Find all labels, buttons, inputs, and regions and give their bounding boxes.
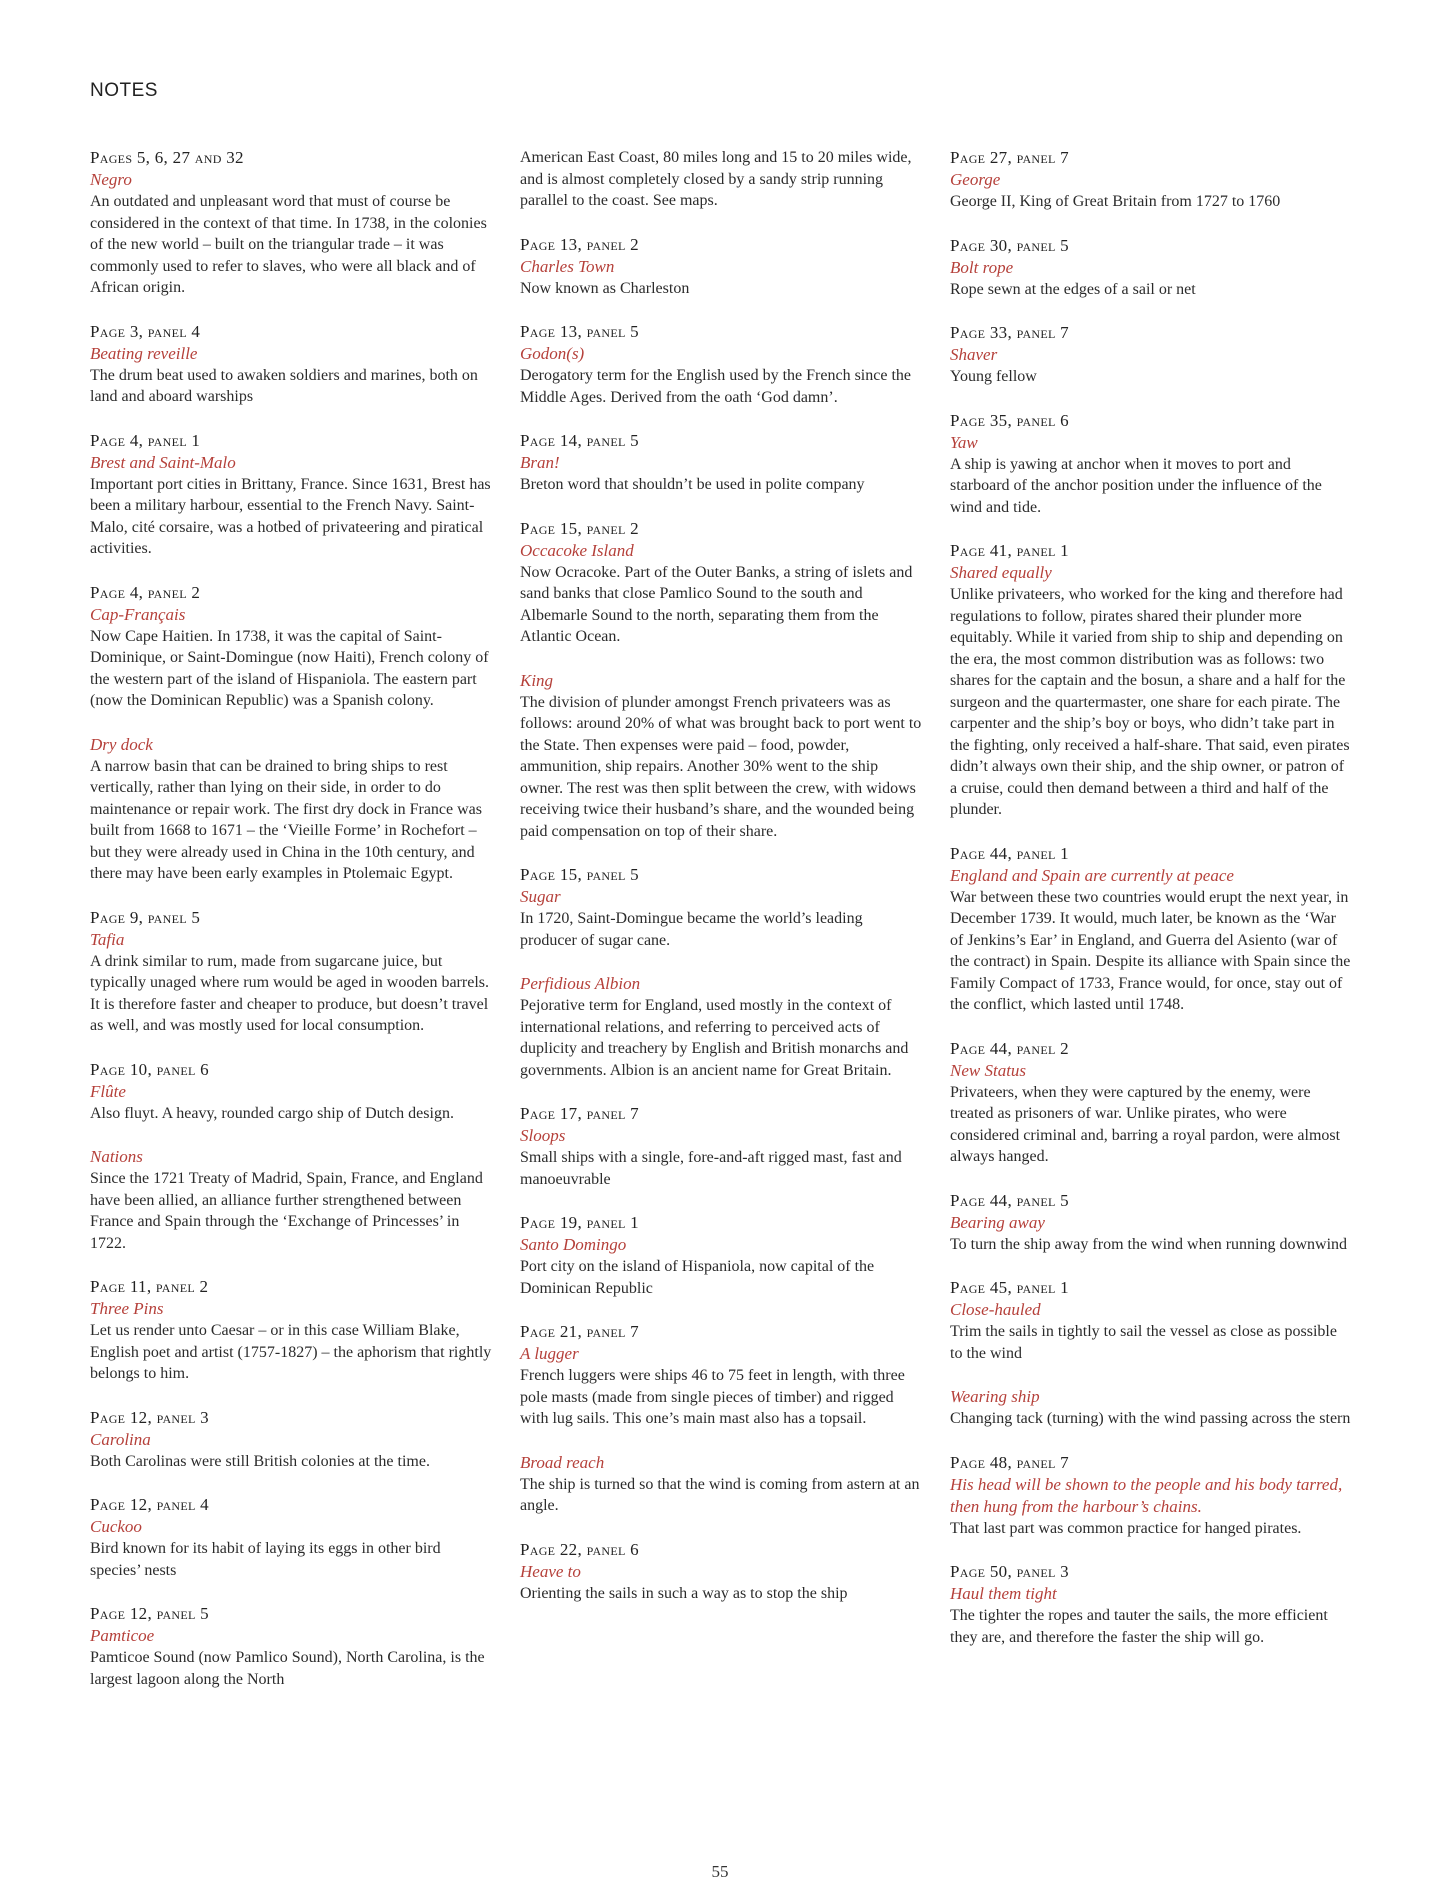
note-reference: Page 15, panel 2 — [520, 518, 639, 538]
note-entry — [90, 1059, 492, 1125]
note-description: War between these two countries would erupt the next year, in December 1739. It would, much later, be known as the ‘War of Jenkins’s Ear’ in England, and Guerra del Asiento (war of the contract) in Spain. Despite its alliance with Spain since the Family Compact of 1733, France would, for once, stay out of the conflict, which lasted until 1748. — [950, 888, 1351, 1013]
note-description: Privateers, when they were captured by the enemy, were treated as prisoners of war. Unlike pirates, who were considered criminal and, barring a royal pardon, were almost always hanged. — [950, 1083, 1341, 1165]
note-reference: Page 12, panel 4 — [90, 1495, 209, 1514]
note-term: Beating reveille — [90, 343, 198, 363]
note-term: Charles Town — [520, 256, 615, 276]
note-term: Godon(s) — [520, 344, 585, 363]
note-reference: Page 4, panel 2 — [90, 582, 201, 602]
note-reference: Page 15, panel 5 — [520, 865, 639, 884]
note-reference: Page 13, panel 5 — [520, 322, 639, 341]
note-entry — [520, 1212, 922, 1299]
note-term: Bran! — [520, 453, 560, 472]
note-term: Pamticoe — [90, 1626, 155, 1645]
note-entry — [950, 1386, 1352, 1430]
note-reference: Page 33, panel 7 — [950, 323, 1069, 342]
note-term: Tafia — [90, 929, 125, 949]
note-reference: Page 35, panel 6 — [950, 410, 1069, 430]
note-entry — [520, 1321, 922, 1430]
note-term: Dry dock — [90, 734, 153, 754]
note-entry — [520, 1539, 922, 1605]
page-title: NOTES — [90, 80, 158, 101]
note-entry — [520, 864, 922, 951]
note-entry — [520, 518, 922, 648]
note-description: In 1720, Saint-Domingue became the world’s leading producer of sugar cane. — [520, 910, 863, 949]
notes-column-2 — [520, 147, 922, 1626]
note-term: Yaw — [950, 432, 978, 452]
note-entry — [90, 907, 492, 1037]
note-term: Carolina — [90, 1429, 151, 1449]
note-entry — [90, 582, 492, 712]
note-term: Nations — [90, 1147, 143, 1166]
note-description: Small ships with a single, fore-and-aft rigged mast, fast and manoeuvrable — [520, 1149, 902, 1188]
note-description: Now known as Charleston — [520, 279, 690, 297]
note-description: Let us render unto Caesar – or in this case William Blake, English poet and artist (1757-1827) – the aphorism that rightly belongs to him. — [90, 1322, 492, 1382]
note-description: A ship is yawing at anchor when it moves to port and starboard of the anchor position under the influence of the wind and tide. — [950, 455, 1322, 516]
note-entry — [950, 843, 1352, 1016]
note-entry — [90, 430, 492, 560]
note-term: Bolt rope — [950, 257, 1014, 277]
note-entry — [90, 1276, 492, 1385]
note-entry — [520, 670, 922, 843]
note-term: Santo Domingo — [520, 1235, 627, 1254]
note-term: Perfidious Albion — [520, 974, 641, 993]
note-reference: Page 17, panel 7 — [520, 1104, 639, 1123]
note-entry — [950, 540, 1352, 821]
note-description: Important port cities in Brittany, France. Since 1631, Brest has been a military harbour, essential to the French Navy. Saint-Malo, cité corsaire, was a hotbed of privateering and piratical activities. — [90, 475, 491, 557]
note-description: The division of plunder amongst French privateers was as follows: around 20% of what was brought back to port went to the State. Then expenses were paid – food, powder, ammunition, ship repairs. Another 30% went to the ship owner. The rest was then split between the crew, with widows receiving twice their husband’s share, and the wounded being paid compensation on top of their share. — [520, 693, 922, 840]
note-entry — [520, 973, 922, 1081]
note-term: His head will be shown to the people and his body tarred, then hung from the harbour’s chains. — [950, 1474, 1343, 1516]
note-reference: Page 45, panel 1 — [950, 1278, 1069, 1297]
note-term: Close-hauled — [950, 1300, 1041, 1319]
note-description: The ship is turned so that the wind is coming from astern at an angle. — [520, 1475, 920, 1514]
note-reference: Page 44, panel 5 — [950, 1190, 1069, 1210]
note-description: Since the 1721 Treaty of Madrid, Spain, France, and England have been allied, an alliance further strengthened between France and Spain through the ‘Exchange of Princesses’ in 1722. — [90, 1170, 483, 1252]
note-entry — [950, 322, 1352, 388]
note-reference: Pages 5, 6, 27 and 32 — [90, 148, 244, 167]
note-term: King — [520, 670, 554, 690]
note-entry — [520, 147, 922, 212]
note-description: Young fellow — [950, 368, 1037, 385]
note-entry — [950, 1277, 1352, 1364]
note-description: Now Cape Haitien. In 1738, it was the capital of Saint-Dominique, or Saint-Domingue (now Haiti), French colony of the western part of the island of Hispaniola. The eastern part (now the Dominican Republic) was a Spanish colony. — [90, 627, 489, 709]
note-description: An outdated and unpleasant word that must of course be considered in the context of that time. In 1738, in the colonies of the new world – built on the triangular trade – it was commonly used to refer to slaves, who were all black and of African origin. — [90, 193, 487, 296]
note-description: George II, King of Great Britain from 1727 to 1760 — [950, 193, 1281, 210]
note-description: The drum beat used to awaken soldiers and marines, both on land and aboard warships — [90, 366, 478, 405]
note-description: Unlike privateers, who worked for the king and therefore had regulations to follow, pirates shared their plunder more equitably. While it varied from ship to ship and depending on the era, the most common distribution was as follows: two shares for the captain and the bosun, a share and a half for the surgeon and the quartermaster, one share for each pirate. The carpenter and the ship’s boy or boys, who didn’t take part in the fighting, only received a half-share. That said, even pirates didn’t always own their ship, and the ship owner, or patron of a cruise, could then demand between a third and half of the plunder. — [950, 586, 1350, 818]
note-description: Orienting the sails in such a way as to stop the ship — [520, 1584, 848, 1602]
note-reference: Page 19, panel 1 — [520, 1213, 639, 1232]
note-term: Occacoke Island — [520, 540, 634, 560]
note-entry — [950, 235, 1352, 301]
note-description: Port city on the island of Hispaniola, now capital of the Dominican Republic — [520, 1258, 875, 1297]
note-description: A narrow basin that can be drained to bring ships to rest vertically, rather than lying on their side, in order to do maintenance or repair work. The first dry dock in France was built from 1668 to 1671 – the ‘Vieille Forme’ in Rochefort – but they were already used in China in the 10th century, and there may have been early examples in Ptolemaic Egypt. — [90, 757, 483, 882]
note-term: Broad reach — [520, 1452, 605, 1472]
note-entry — [90, 734, 492, 885]
note-entry — [90, 1603, 492, 1690]
note-reference: Page 4, panel 1 — [90, 430, 201, 450]
note-term: Sugar — [520, 887, 561, 906]
notes-column-3 — [950, 147, 1352, 1670]
note-entry — [520, 321, 922, 408]
note-reference: Page 41, panel 1 — [950, 541, 1069, 560]
note-reference: Page 30, panel 5 — [950, 235, 1069, 255]
note-entry — [520, 234, 922, 300]
note-reference: Page 12, panel 5 — [90, 1604, 209, 1623]
note-term: Cap-Français — [90, 604, 186, 624]
note-term: Cuckoo — [90, 1517, 142, 1536]
note-description: Bird known for its habit of laying its eggs in other bird species’ nests — [90, 1540, 441, 1579]
note-term: Haul them tight — [950, 1584, 1057, 1603]
page-number: 55 — [711, 1862, 729, 1881]
note-description: Pamticoe Sound (now Pamlico Sound), North Carolina, is the largest lagoon along the North — [90, 1649, 485, 1688]
note-term: Bearing away — [950, 1212, 1045, 1232]
note-entry — [950, 410, 1352, 519]
note-reference: Page 12, panel 3 — [90, 1407, 209, 1427]
note-term: Three Pins — [90, 1299, 164, 1318]
note-description: Breton word that shouldn’t be used in polite company — [520, 476, 865, 493]
note-description: A drink similar to rum, made from sugarcane juice, but typically unaged where rum would be aged in wooden barrels. It is therefore faster and cheaper to produce, but doesn’t travel as well, and was mostly used for local consumption. — [90, 952, 489, 1034]
note-reference: Page 13, panel 2 — [520, 234, 639, 254]
note-term: New Status — [950, 1060, 1027, 1080]
note-entry — [90, 1146, 492, 1254]
note-term: Wearing ship — [950, 1387, 1040, 1406]
note-term: Sloops — [520, 1126, 566, 1145]
note-reference: Page 21, panel 7 — [520, 1322, 639, 1341]
note-description: Rope sewn at the edges of a sail or net — [950, 280, 1196, 298]
note-entry — [90, 1494, 492, 1581]
note-entry — [520, 430, 922, 496]
notes-column-1 — [90, 147, 492, 1712]
note-description: Also fluyt. A heavy, rounded cargo ship of Dutch design. — [90, 1104, 454, 1122]
note-description: To turn the ship away from the wind when running downwind — [950, 1235, 1348, 1253]
notes-columns — [90, 147, 1350, 1797]
note-entry — [520, 1103, 922, 1190]
note-reference: Page 9, panel 5 — [90, 907, 201, 927]
note-entry — [950, 1561, 1352, 1648]
note-description: Now Ocracoke. Part of the Outer Banks, a string of islets and sand banks that close Pamlico Sound to the south and Albemarle Sound to the north, separating them from the Atlantic Ocean. — [520, 563, 913, 645]
note-term: Negro — [90, 170, 132, 189]
note-reference: Page 22, panel 6 — [520, 1539, 639, 1559]
note-reference: Page 50, panel 3 — [950, 1562, 1069, 1581]
note-reference: Page 11, panel 2 — [90, 1277, 209, 1296]
note-term: Flûte — [90, 1081, 126, 1101]
note-description: Trim the sails in tightly to sail the vessel as close as possible to the wind — [950, 1323, 1337, 1362]
note-description: Derogatory term for the English used by the French since the Middle Ages. Derived from the oath ‘God damn’. — [520, 367, 911, 406]
note-entry — [950, 1190, 1352, 1256]
note-term: England and Spain are currently at peace — [950, 865, 1234, 885]
note-reference: Page 3, panel 4 — [90, 321, 201, 341]
note-description: French luggers were ships 46 to 75 feet in length, with three pole masts (made from single pieces of timber) and rigged with lug sails. This one’s main mast also has a topsail. — [520, 1367, 905, 1427]
note-reference: Page 44, panel 1 — [950, 843, 1069, 863]
note-description: American East Coast, 80 miles long and 15 to 20 miles wide, and is almost completely closed by a sandy strip running parallel to the coast. See maps. — [520, 149, 912, 209]
note-description: Pejorative term for England, used mostly in the context of international relations, and referring to perceived acts of duplicity and treachery by English and British monarchs and governments. Albion is an ancient name for Great Britain. — [520, 997, 909, 1079]
note-reference: Page 10, panel 6 — [90, 1059, 209, 1079]
note-entry — [90, 321, 492, 408]
note-entry — [90, 1407, 492, 1473]
note-reference: Page 14, panel 5 — [520, 431, 639, 450]
note-entry — [950, 1452, 1352, 1540]
note-entry — [520, 1452, 922, 1517]
note-term: Heave to — [520, 1561, 581, 1581]
note-description: The tighter the ropes and tauter the sails, the more efficient they are, and therefore the faster the ship will go. — [950, 1607, 1328, 1646]
note-entry — [950, 1038, 1352, 1168]
note-description: Both Carolinas were still British colonies at the time. — [90, 1452, 430, 1470]
note-term: A lugger — [520, 1344, 579, 1363]
note-entry — [90, 147, 492, 299]
note-entry — [950, 147, 1352, 213]
note-reference: Page 27, panel 7 — [950, 148, 1069, 167]
note-term: Shared equally — [950, 563, 1052, 582]
note-description: That last part was common practice for hanged pirates. — [950, 1519, 1302, 1537]
note-reference: Page 44, panel 2 — [950, 1038, 1069, 1058]
note-term: Shaver — [950, 345, 998, 364]
note-reference: Page 48, panel 7 — [950, 1452, 1069, 1472]
note-description: Changing tack (turning) with the wind passing across the stern — [950, 1410, 1351, 1427]
note-term: Brest and Saint-Malo — [90, 452, 236, 472]
note-term: George — [950, 170, 1001, 189]
